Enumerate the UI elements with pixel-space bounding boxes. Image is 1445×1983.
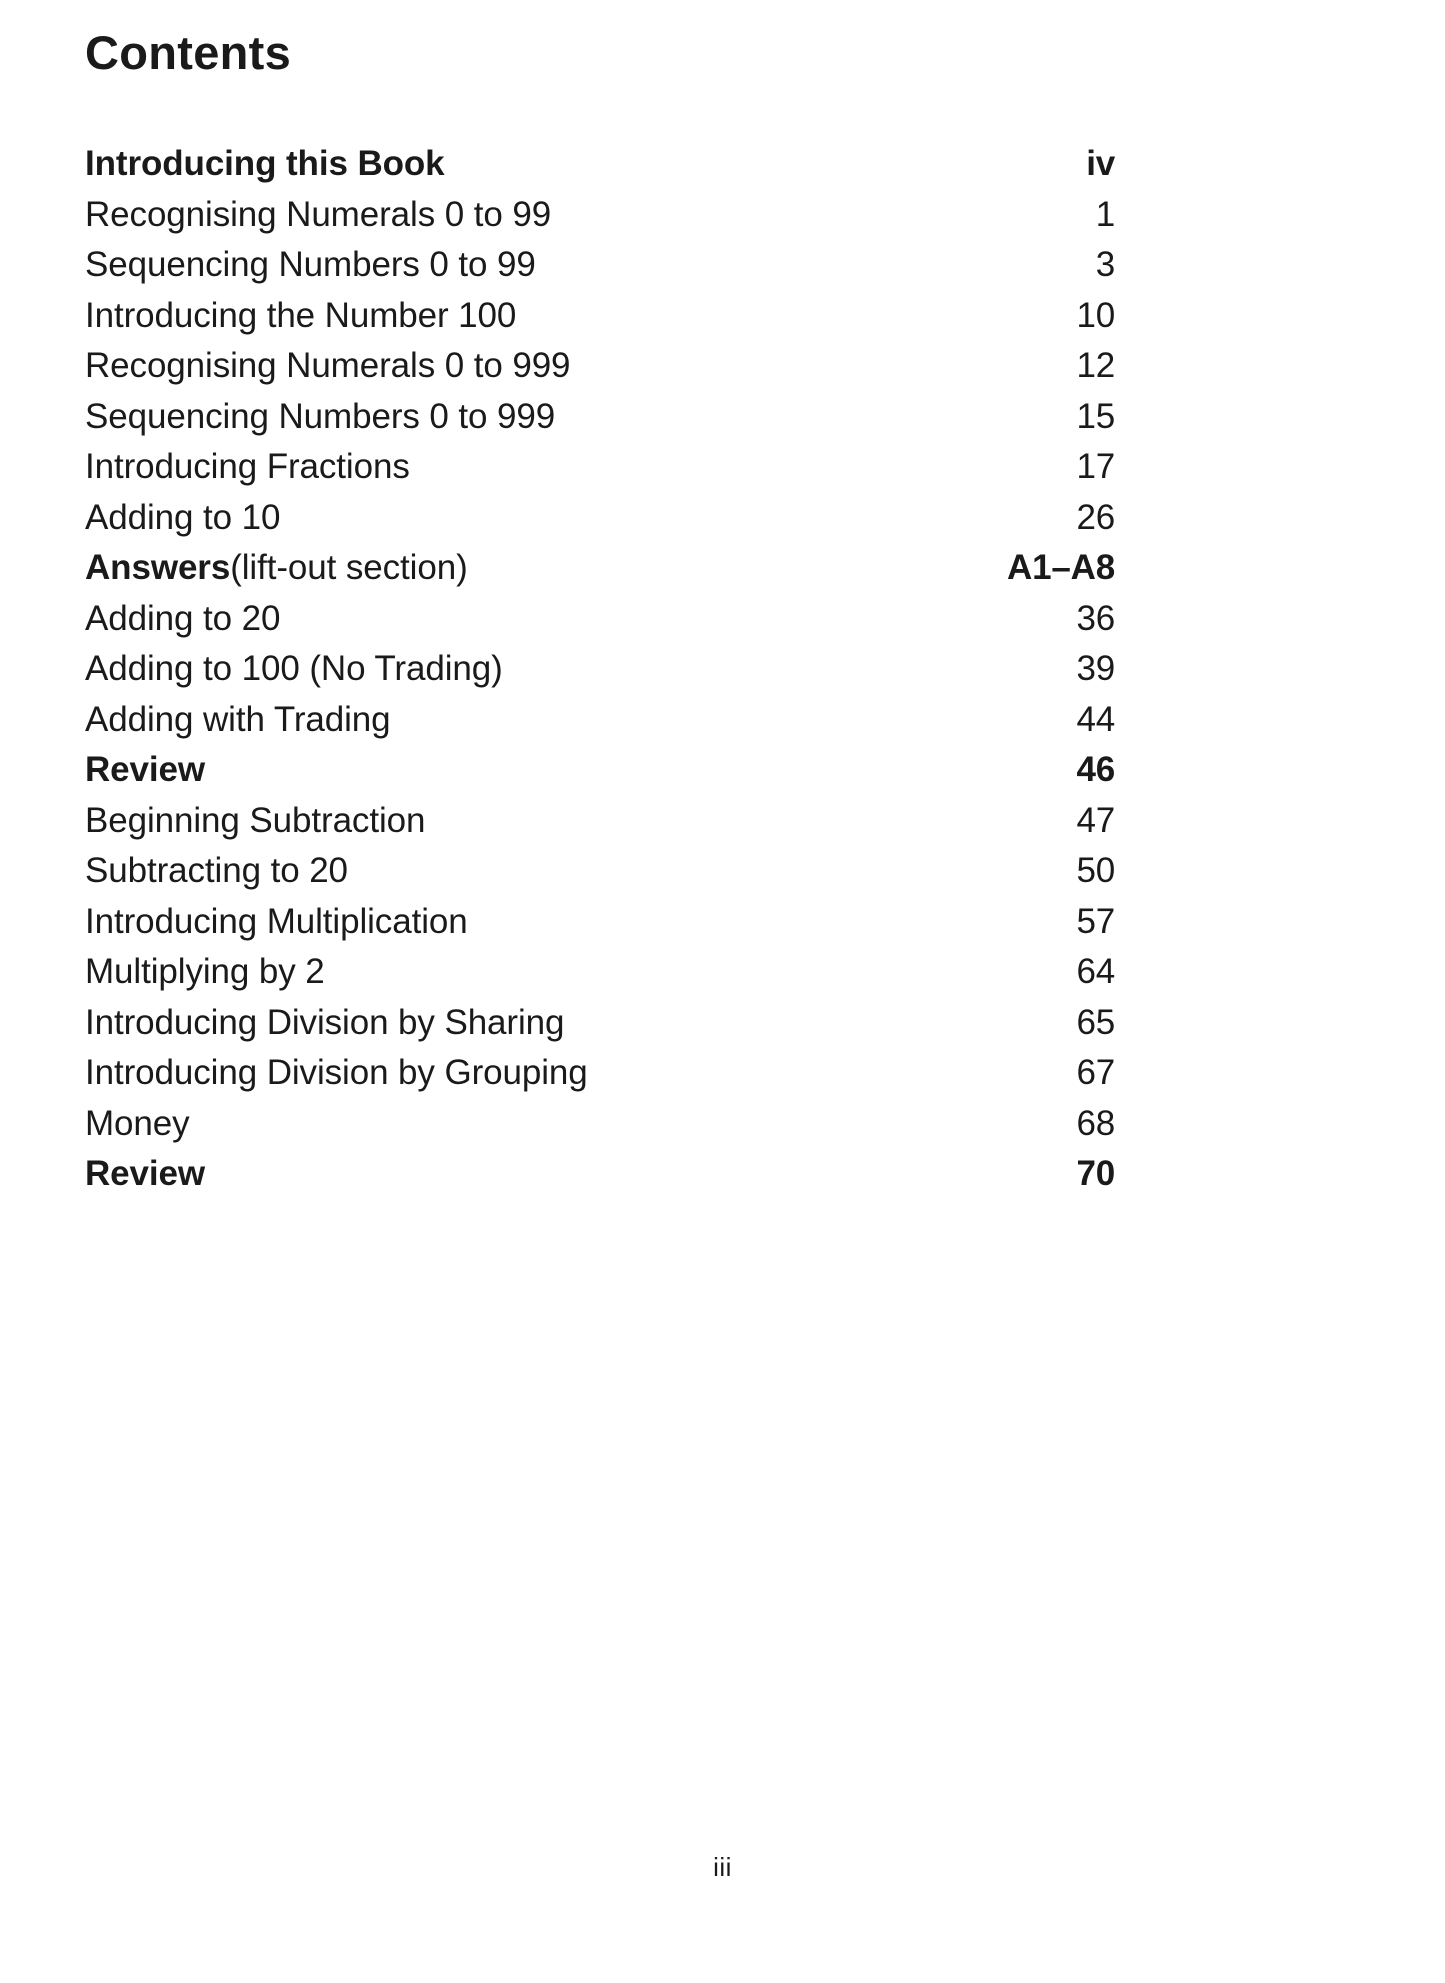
toc-entry[interactable] xyxy=(85,846,1115,897)
toc-entry[interactable] xyxy=(85,745,1115,796)
toc-entry-page-number: 67 xyxy=(1076,1053,1115,1092)
toc-entry[interactable] xyxy=(85,1048,1115,1099)
toc-entry-list xyxy=(85,139,1115,1200)
toc-entry-page-number: iv xyxy=(1086,144,1115,183)
toc-entry-page-number: 68 xyxy=(1076,1103,1115,1143)
toc-entry-page-number: 12 xyxy=(1076,346,1115,385)
toc-entry[interactable] xyxy=(85,139,1115,190)
toc-entry-page-number: 17 xyxy=(1076,447,1115,486)
toc-entry[interactable] xyxy=(85,493,1115,544)
toc-entry-page-number: 50 xyxy=(1076,851,1115,890)
toc-entry[interactable] xyxy=(85,291,1115,342)
toc-entry[interactable] xyxy=(85,947,1115,998)
toc-entry-page-number: 26 xyxy=(1076,497,1115,537)
toc-entry-label: Adding to 20 xyxy=(85,598,281,638)
toc-entry-label: Answers xyxy=(85,548,231,587)
toc-entry-label: Subtracting to 20 xyxy=(85,851,348,890)
toc-dot-leader xyxy=(566,441,1074,442)
toc-dot-leader xyxy=(201,1148,1075,1149)
toc-dot-leader xyxy=(336,997,1075,998)
toc-dot-leader xyxy=(516,340,1074,341)
toc-entry-page-number: A1–A8 xyxy=(1007,548,1115,587)
toc-entry-page-number: 44 xyxy=(1076,699,1115,739)
toc-entry-label: Sequencing Numbers 0 to 999 xyxy=(85,396,556,436)
toc-dot-leader xyxy=(425,845,1074,846)
toc-entry-page-number: 47 xyxy=(1076,800,1115,840)
toc-entry-label: Introducing Division by Sharing xyxy=(85,1002,565,1042)
toc-entry-page-number: 1 xyxy=(1095,194,1115,234)
toc-entry[interactable] xyxy=(85,796,1115,847)
toc-dot-leader xyxy=(391,744,1075,745)
toc-entry-label: Recognising Numerals 0 to 999 xyxy=(85,346,571,385)
toc-entry-label: Adding with Trading xyxy=(85,699,391,739)
toc-entry-label: Introducing Fractions xyxy=(85,447,410,486)
toc-entry-label: Beginning Subtraction xyxy=(85,800,426,840)
toc-entry-label-suffix: (lift-out section) xyxy=(230,548,468,587)
toc-dot-leader xyxy=(588,1098,1075,1099)
toc-entry[interactable] xyxy=(85,644,1115,695)
toc-entry-page-number: 64 xyxy=(1076,952,1115,991)
toc-entry[interactable] xyxy=(85,897,1115,948)
toc-entry-page-number: 57 xyxy=(1076,901,1115,941)
toc-entry[interactable] xyxy=(85,442,1115,493)
toc-entry-label: Introducing Division by Grouping xyxy=(85,1053,588,1092)
toc-dot-leader xyxy=(280,643,1074,644)
toc-entry-label: Introducing Multiplication xyxy=(85,901,468,941)
toc-entry-label: Money xyxy=(85,1103,190,1143)
toc-dot-leader xyxy=(564,1047,1074,1048)
toc-dot-leader xyxy=(445,189,1085,190)
toc-entry-page-number: 46 xyxy=(1076,750,1115,789)
toc-entry-label: Adding to 10 xyxy=(85,497,281,537)
toc-entry-page-number: 65 xyxy=(1076,1002,1115,1042)
toc-dot-leader xyxy=(280,542,1074,543)
toc-entry-page-number: 70 xyxy=(1076,1154,1115,1193)
toc-entry[interactable] xyxy=(85,190,1115,241)
toc-dot-leader xyxy=(216,1199,1074,1200)
toc-entry[interactable] xyxy=(85,392,1115,443)
toc-entry[interactable] xyxy=(85,1149,1115,1200)
toc-entry-label: Multiplying by 2 xyxy=(85,952,325,991)
toc-entry-page-number: 39 xyxy=(1076,649,1115,688)
page-folio: iii xyxy=(713,1852,732,1882)
toc-dot-leader xyxy=(562,239,1094,240)
toc-entry-label: Sequencing Numbers 0 to 99 xyxy=(85,245,536,284)
toc-entry[interactable] xyxy=(85,543,1115,594)
page-title: Contents xyxy=(85,26,292,79)
toc-entry[interactable] xyxy=(85,1099,1115,1150)
toc-dot-leader xyxy=(421,492,1075,493)
toc-dot-leader xyxy=(359,896,1075,897)
toc-entry-label: Adding to 100 (No Trading) xyxy=(85,649,503,688)
toc-entry-page-number: 3 xyxy=(1095,245,1115,284)
toc-dot-leader xyxy=(547,290,1094,291)
toc-dot-leader xyxy=(468,593,1005,594)
toc-entry[interactable] xyxy=(85,998,1115,1049)
toc-entry[interactable] xyxy=(85,341,1115,392)
toc-dot-leader xyxy=(468,946,1075,947)
toc-entry-label: Recognising Numerals 0 to 99 xyxy=(85,194,552,234)
toc-dot-leader xyxy=(581,391,1074,392)
toc-entry-label: Introducing this Book xyxy=(85,144,445,183)
toc-entry-label: Review xyxy=(85,1154,206,1193)
toc-entry-label: Introducing the Number 100 xyxy=(85,295,517,335)
toc-entry-label: Review xyxy=(85,750,206,789)
toc-entry-page-number: 15 xyxy=(1076,396,1115,436)
toc-dot-leader xyxy=(503,694,1075,695)
toc-entry[interactable] xyxy=(85,695,1115,746)
toc-dot-leader xyxy=(216,795,1074,796)
toc-entry-page-number: 36 xyxy=(1076,598,1115,638)
toc-entry[interactable] xyxy=(85,240,1115,291)
toc-entry-page-number: 10 xyxy=(1076,295,1115,335)
toc-entry[interactable] xyxy=(85,594,1115,645)
